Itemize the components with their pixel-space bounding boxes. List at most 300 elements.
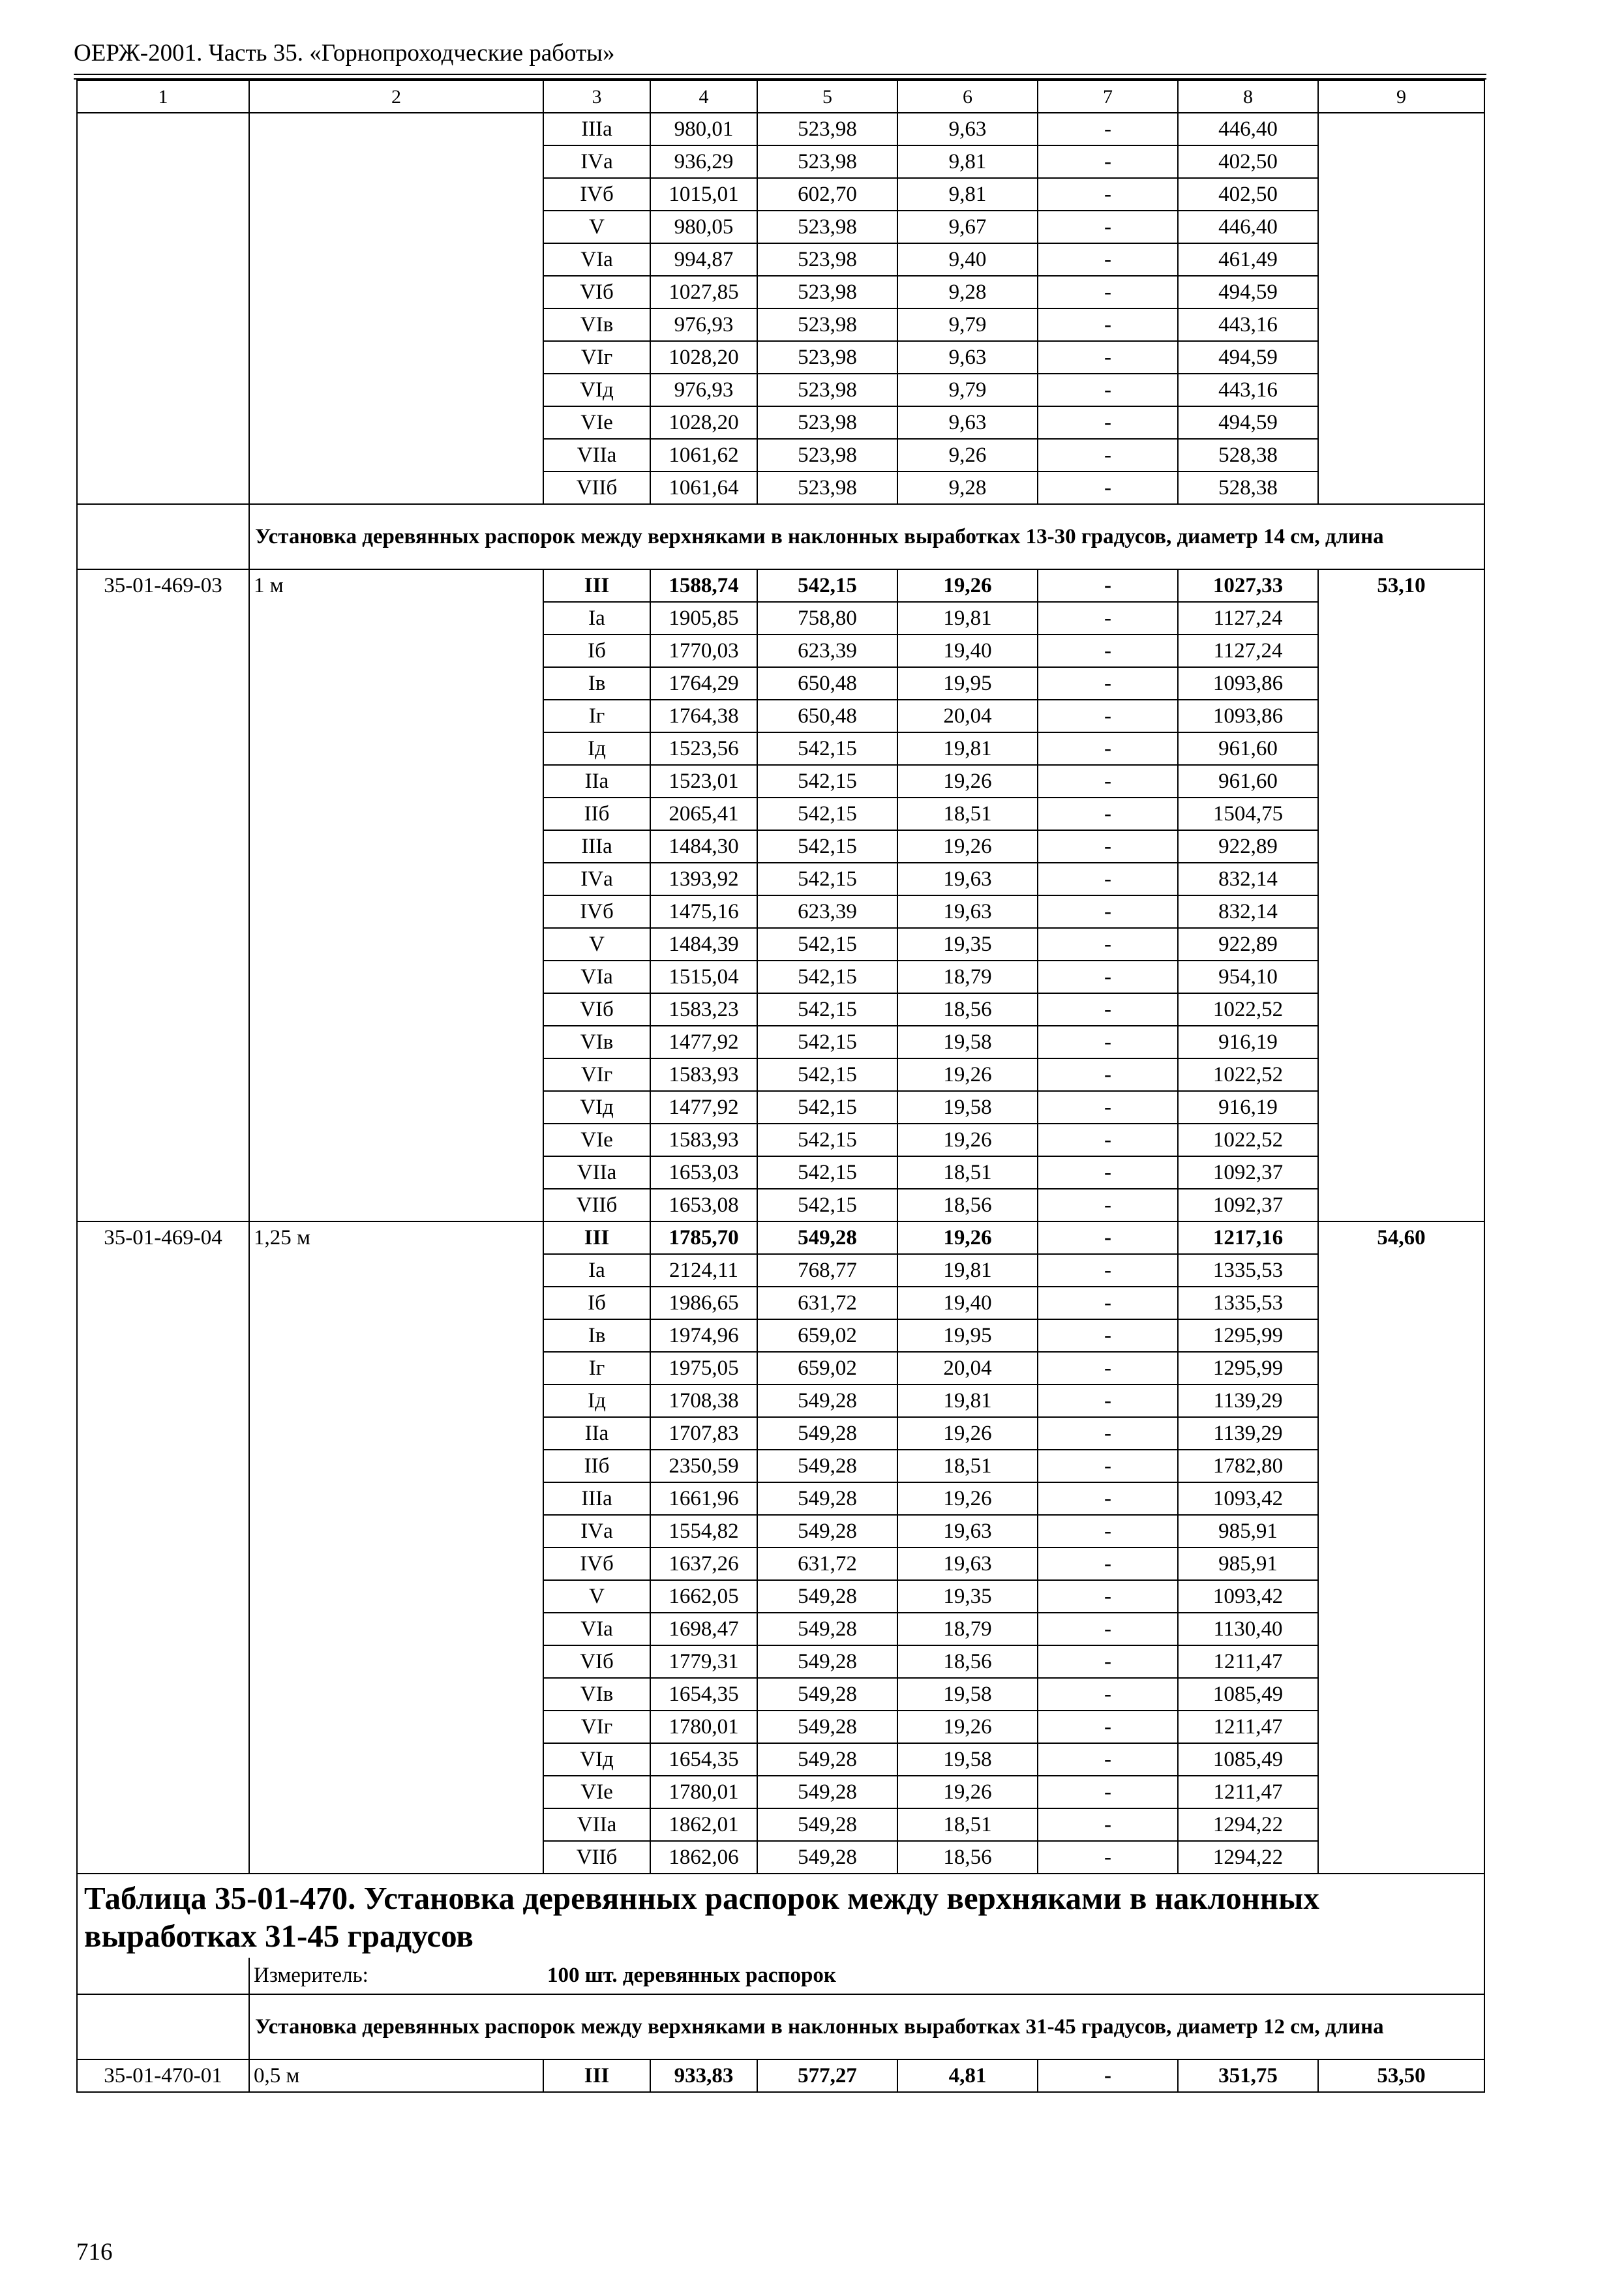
- direct-cost-cell: 1523,56: [650, 732, 757, 765]
- material-cost-cell: 832,14: [1178, 895, 1318, 928]
- rock-category-cell: IVб: [543, 178, 650, 211]
- wage-cell: 542,15: [757, 569, 897, 602]
- machine-cost-cell: 19,26: [897, 1482, 1038, 1515]
- machine-cost-cell: 9,28: [897, 276, 1038, 308]
- rock-category-cell: V: [543, 928, 650, 961]
- machine-cost-cell: 9,26: [897, 439, 1038, 471]
- column-number: 6: [897, 80, 1038, 113]
- machine-cost-cell: 19,81: [897, 602, 1038, 635]
- machine-cost-cell: 19,63: [897, 1548, 1038, 1580]
- rock-category-cell: VIд: [543, 374, 650, 406]
- driver-wage-cell: -: [1038, 993, 1178, 1026]
- wage-cell: 542,15: [757, 863, 897, 895]
- rock-category-cell: IIб: [543, 1450, 650, 1482]
- wage-cell: 549,28: [757, 1808, 897, 1841]
- wage-cell: 542,15: [757, 798, 897, 830]
- blank-cell: [77, 504, 249, 569]
- rock-category-cell: Iа: [543, 602, 650, 635]
- material-cost-cell: 528,38: [1178, 439, 1318, 471]
- rock-category-cell: Iв: [543, 1319, 650, 1352]
- direct-cost-cell: 1764,29: [650, 667, 757, 700]
- direct-cost-cell: 1393,92: [650, 863, 757, 895]
- machine-cost-cell: 19,63: [897, 1515, 1038, 1548]
- wage-cell: 523,98: [757, 471, 897, 504]
- material-cost-cell: 1093,42: [1178, 1482, 1318, 1515]
- machine-cost-cell: 18,51: [897, 1450, 1038, 1482]
- rock-category-cell: IVб: [543, 895, 650, 928]
- driver-wage-cell: -: [1038, 961, 1178, 993]
- driver-wage-cell: -: [1038, 211, 1178, 243]
- machine-cost-cell: 9,67: [897, 211, 1038, 243]
- driver-wage-cell: -: [1038, 798, 1178, 830]
- material-cost-cell: 961,60: [1178, 765, 1318, 798]
- driver-wage-cell: -: [1038, 1808, 1178, 1841]
- direct-cost-cell: 1764,38: [650, 700, 757, 732]
- machine-cost-cell: 20,04: [897, 1352, 1038, 1384]
- material-cost-cell: 1085,49: [1178, 1743, 1318, 1776]
- wage-cell: 523,98: [757, 308, 897, 341]
- direct-cost-cell: 1477,92: [650, 1091, 757, 1124]
- table-title-row: [77, 1874, 1484, 1958]
- direct-cost-cell: 1654,35: [650, 1678, 757, 1711]
- material-cost-cell: 1335,53: [1178, 1254, 1318, 1287]
- wage-cell: 523,98: [757, 145, 897, 178]
- driver-wage-cell: -: [1038, 1091, 1178, 1124]
- machine-cost-cell: 19,95: [897, 667, 1038, 700]
- driver-wage-cell: -: [1038, 830, 1178, 863]
- driver-wage-cell: -: [1038, 1319, 1178, 1352]
- rock-category-cell: Iв: [543, 667, 650, 700]
- wage-cell: 542,15: [757, 830, 897, 863]
- material-cost-cell: 1139,29: [1178, 1384, 1318, 1417]
- rates-table: [76, 80, 1485, 2093]
- machine-cost-cell: 19,63: [897, 863, 1038, 895]
- wage-cell: 549,28: [757, 1450, 897, 1482]
- table-row: [77, 1221, 1484, 1254]
- machine-cost-cell: 18,56: [897, 1189, 1038, 1221]
- driver-wage-cell: -: [1038, 1645, 1178, 1678]
- measure-row: [77, 1958, 1484, 1994]
- rock-category-cell: VIIб: [543, 471, 650, 504]
- wage-cell: 631,72: [757, 1548, 897, 1580]
- table-row: [77, 569, 1484, 602]
- material-cost-cell: 1211,47: [1178, 1645, 1318, 1678]
- rock-category-cell: Iг: [543, 1352, 650, 1384]
- rock-category-cell: VIб: [543, 993, 650, 1026]
- machine-cost-cell: 19,58: [897, 1743, 1038, 1776]
- machine-cost-cell: 19,95: [897, 1319, 1038, 1352]
- material-cost-cell: 528,38: [1178, 471, 1318, 504]
- direct-cost-cell: 1515,04: [650, 961, 757, 993]
- machine-cost-cell: 19,26: [897, 1711, 1038, 1743]
- direct-cost-cell: 1654,35: [650, 1743, 757, 1776]
- column-number-row: [77, 80, 1484, 113]
- wage-cell: 523,98: [757, 374, 897, 406]
- page-number: 716: [76, 2239, 113, 2266]
- direct-cost-cell: 1975,05: [650, 1352, 757, 1384]
- driver-wage-cell: -: [1038, 276, 1178, 308]
- wage-cell: 549,28: [757, 1221, 897, 1254]
- machine-cost-cell: 19,26: [897, 1221, 1038, 1254]
- direct-cost-cell: 1061,64: [650, 471, 757, 504]
- column-number: 9: [1318, 80, 1484, 113]
- material-cost-cell: 1211,47: [1178, 1776, 1318, 1808]
- material-cost-cell: 1294,22: [1178, 1808, 1318, 1841]
- driver-wage-cell: -: [1038, 145, 1178, 178]
- direct-cost-cell: 1028,20: [650, 406, 757, 439]
- section-description: Установка деревянных распорок между верхняками в наклонных выработках 31-45 градусов, диаметр 12 см, длина: [249, 1994, 1484, 2059]
- direct-cost-cell: 1588,74: [650, 569, 757, 602]
- machine-cost-cell: 9,81: [897, 178, 1038, 211]
- machine-cost-cell: 19,35: [897, 928, 1038, 961]
- rock-category-cell: VIг: [543, 1711, 650, 1743]
- machine-cost-cell: 18,51: [897, 1808, 1038, 1841]
- material-cost-cell: 446,40: [1178, 113, 1318, 145]
- rock-category-cell: VIе: [543, 406, 650, 439]
- wage-cell: 623,39: [757, 895, 897, 928]
- rock-category-cell: IIа: [543, 1417, 650, 1450]
- direct-cost-cell: 1779,31: [650, 1645, 757, 1678]
- machine-cost-cell: 19,81: [897, 1384, 1038, 1417]
- driver-wage-cell: -: [1038, 732, 1178, 765]
- driver-wage-cell: -: [1038, 1189, 1178, 1221]
- machine-cost-cell: 18,79: [897, 1613, 1038, 1645]
- table-row: [77, 2059, 1484, 2092]
- material-cost-cell: 494,59: [1178, 406, 1318, 439]
- rock-category-cell: IIIа: [543, 113, 650, 145]
- labor-cell: 53,50: [1318, 2059, 1484, 2092]
- rock-category-cell: VIв: [543, 308, 650, 341]
- machine-cost-cell: 19,26: [897, 1776, 1038, 1808]
- driver-wage-cell: -: [1038, 700, 1178, 732]
- wage-cell: 542,15: [757, 1124, 897, 1156]
- driver-wage-cell: -: [1038, 1417, 1178, 1450]
- machine-cost-cell: 18,56: [897, 993, 1038, 1026]
- wage-cell: 542,15: [757, 1189, 897, 1221]
- material-cost-cell: 916,19: [1178, 1091, 1318, 1124]
- direct-cost-cell: 1770,03: [650, 635, 757, 667]
- direct-cost-cell: 936,29: [650, 145, 757, 178]
- rock-category-cell: IIIа: [543, 830, 650, 863]
- direct-cost-cell: 1523,01: [650, 765, 757, 798]
- driver-wage-cell: -: [1038, 667, 1178, 700]
- column-number: 7: [1038, 80, 1178, 113]
- material-cost-cell: 1130,40: [1178, 1613, 1318, 1645]
- rock-category-cell: VIд: [543, 1091, 650, 1124]
- table-title: Таблица 35-01-470. Установка деревянных распорок между верхняками в наклонных выработках 31-45 градусов: [77, 1874, 1484, 1958]
- wage-cell: 542,15: [757, 928, 897, 961]
- direct-cost-cell: 1661,96: [650, 1482, 757, 1515]
- section-description-row: [77, 504, 1484, 569]
- wage-cell: 577,27: [757, 2059, 897, 2092]
- wage-cell: 523,98: [757, 113, 897, 145]
- material-cost-cell: 1027,33: [1178, 569, 1318, 602]
- material-cost-cell: 1335,53: [1178, 1287, 1318, 1319]
- length-cell: 0,5 м: [249, 2059, 543, 2092]
- rock-category-cell: IVа: [543, 145, 650, 178]
- column-number: 8: [1178, 80, 1318, 113]
- machine-cost-cell: 19,26: [897, 765, 1038, 798]
- rock-category-cell: VIIа: [543, 1808, 650, 1841]
- machine-cost-cell: 19,58: [897, 1091, 1038, 1124]
- length-cell: [249, 113, 543, 504]
- driver-wage-cell: -: [1038, 439, 1178, 471]
- direct-cost-cell: 1028,20: [650, 341, 757, 374]
- section-description-row: [77, 1994, 1484, 2059]
- driver-wage-cell: -: [1038, 602, 1178, 635]
- material-cost-cell: 402,50: [1178, 178, 1318, 211]
- rock-category-cell: VIе: [543, 1124, 650, 1156]
- material-cost-cell: 1217,16: [1178, 1221, 1318, 1254]
- rock-category-cell: VIе: [543, 1776, 650, 1808]
- wage-cell: 542,15: [757, 1026, 897, 1058]
- rock-category-cell: Iд: [543, 732, 650, 765]
- wage-cell: 542,15: [757, 993, 897, 1026]
- direct-cost-cell: 976,93: [650, 308, 757, 341]
- code-cell: 35-01-470-01: [77, 2059, 249, 2092]
- direct-cost-cell: 1698,47: [650, 1613, 757, 1645]
- direct-cost-cell: 2350,59: [650, 1450, 757, 1482]
- wage-cell: 523,98: [757, 439, 897, 471]
- wage-cell: 549,28: [757, 1515, 897, 1548]
- rock-category-cell: VIд: [543, 1743, 650, 1776]
- material-cost-cell: 961,60: [1178, 732, 1318, 765]
- direct-cost-cell: 2124,11: [650, 1254, 757, 1287]
- machine-cost-cell: 18,79: [897, 961, 1038, 993]
- material-cost-cell: 351,75: [1178, 2059, 1318, 2092]
- wage-cell: 623,39: [757, 635, 897, 667]
- material-cost-cell: 1127,24: [1178, 635, 1318, 667]
- driver-wage-cell: -: [1038, 1058, 1178, 1091]
- material-cost-cell: 1022,52: [1178, 1058, 1318, 1091]
- driver-wage-cell: -: [1038, 471, 1178, 504]
- wage-cell: 542,15: [757, 1058, 897, 1091]
- wage-cell: 768,77: [757, 1254, 897, 1287]
- column-number: 3: [543, 80, 650, 113]
- wage-cell: 523,98: [757, 406, 897, 439]
- wage-cell: 602,70: [757, 178, 897, 211]
- material-cost-cell: 494,59: [1178, 276, 1318, 308]
- wage-cell: 549,28: [757, 1580, 897, 1613]
- table-row: [77, 113, 1484, 145]
- wage-cell: 631,72: [757, 1287, 897, 1319]
- wage-cell: 549,28: [757, 1613, 897, 1645]
- length-cell: 1 м: [249, 569, 543, 1221]
- direct-cost-cell: 994,87: [650, 243, 757, 276]
- machine-cost-cell: 9,81: [897, 145, 1038, 178]
- rock-category-cell: VIа: [543, 1613, 650, 1645]
- machine-cost-cell: 9,63: [897, 406, 1038, 439]
- rock-category-cell: VIб: [543, 1645, 650, 1678]
- driver-wage-cell: -: [1038, 308, 1178, 341]
- material-cost-cell: 832,14: [1178, 863, 1318, 895]
- driver-wage-cell: -: [1038, 635, 1178, 667]
- wage-cell: 523,98: [757, 211, 897, 243]
- driver-wage-cell: -: [1038, 1580, 1178, 1613]
- wage-cell: 549,28: [757, 1776, 897, 1808]
- material-cost-cell: 1294,22: [1178, 1841, 1318, 1874]
- direct-cost-cell: 1785,70: [650, 1221, 757, 1254]
- direct-cost-cell: 1015,01: [650, 178, 757, 211]
- wage-cell: 758,80: [757, 602, 897, 635]
- rock-category-cell: VIа: [543, 243, 650, 276]
- code-cell: [77, 113, 249, 504]
- driver-wage-cell: -: [1038, 1711, 1178, 1743]
- wage-cell: 523,98: [757, 243, 897, 276]
- measure-label: Измеритель:: [249, 1958, 543, 1994]
- driver-wage-cell: -: [1038, 1254, 1178, 1287]
- driver-wage-cell: -: [1038, 1156, 1178, 1189]
- material-cost-cell: 1211,47: [1178, 1711, 1318, 1743]
- driver-wage-cell: -: [1038, 1548, 1178, 1580]
- rates-table-body: [77, 80, 1484, 2092]
- rock-category-cell: IVа: [543, 863, 650, 895]
- code-cell: 35-01-469-03: [77, 569, 249, 1221]
- direct-cost-cell: 1862,01: [650, 1808, 757, 1841]
- material-cost-cell: 443,16: [1178, 308, 1318, 341]
- direct-cost-cell: 1707,83: [650, 1417, 757, 1450]
- machine-cost-cell: 9,40: [897, 243, 1038, 276]
- machine-cost-cell: 18,51: [897, 798, 1038, 830]
- rock-category-cell: Iб: [543, 1287, 650, 1319]
- wage-cell: 542,15: [757, 1091, 897, 1124]
- material-cost-cell: 1127,24: [1178, 602, 1318, 635]
- material-cost-cell: 402,50: [1178, 145, 1318, 178]
- column-number: 4: [650, 80, 757, 113]
- wage-cell: 650,48: [757, 700, 897, 732]
- direct-cost-cell: 980,01: [650, 113, 757, 145]
- labor-cell: [1318, 113, 1484, 504]
- rock-category-cell: IIб: [543, 798, 650, 830]
- direct-cost-cell: 980,05: [650, 211, 757, 243]
- labor-cell: 53,10: [1318, 569, 1484, 1221]
- material-cost-cell: 922,89: [1178, 928, 1318, 961]
- wage-cell: 523,98: [757, 341, 897, 374]
- material-cost-cell: 916,19: [1178, 1026, 1318, 1058]
- direct-cost-cell: 1477,92: [650, 1026, 757, 1058]
- material-cost-cell: 443,16: [1178, 374, 1318, 406]
- machine-cost-cell: 19,26: [897, 1417, 1038, 1450]
- rock-category-cell: VIг: [543, 341, 650, 374]
- wage-cell: 523,98: [757, 276, 897, 308]
- rock-category-cell: Iа: [543, 1254, 650, 1287]
- wage-cell: 549,28: [757, 1384, 897, 1417]
- rock-category-cell: VIIа: [543, 1156, 650, 1189]
- direct-cost-cell: 1905,85: [650, 602, 757, 635]
- driver-wage-cell: -: [1038, 243, 1178, 276]
- wage-cell: 542,15: [757, 961, 897, 993]
- machine-cost-cell: 19,26: [897, 1058, 1038, 1091]
- driver-wage-cell: -: [1038, 1482, 1178, 1515]
- machine-cost-cell: 19,58: [897, 1678, 1038, 1711]
- code-cell: 35-01-469-04: [77, 1221, 249, 1874]
- rock-category-cell: IIIа: [543, 1482, 650, 1515]
- material-cost-cell: 494,59: [1178, 341, 1318, 374]
- direct-cost-cell: 1862,06: [650, 1841, 757, 1874]
- machine-cost-cell: 19,81: [897, 732, 1038, 765]
- direct-cost-cell: 1986,65: [650, 1287, 757, 1319]
- driver-wage-cell: -: [1038, 765, 1178, 798]
- rock-category-cell: Iг: [543, 700, 650, 732]
- material-cost-cell: 1022,52: [1178, 993, 1318, 1026]
- direct-cost-cell: 1027,85: [650, 276, 757, 308]
- rock-category-cell: IIа: [543, 765, 650, 798]
- section-description: Установка деревянных распорок между верхняками в наклонных выработках 13-30 градусов, диаметр 14 см, длина: [249, 504, 1484, 569]
- direct-cost-cell: 1061,62: [650, 439, 757, 471]
- wage-cell: 549,28: [757, 1841, 897, 1874]
- direct-cost-cell: 1583,23: [650, 993, 757, 1026]
- direct-cost-cell: 1780,01: [650, 1776, 757, 1808]
- machine-cost-cell: 9,28: [897, 471, 1038, 504]
- direct-cost-cell: 1708,38: [650, 1384, 757, 1417]
- driver-wage-cell: -: [1038, 178, 1178, 211]
- driver-wage-cell: -: [1038, 928, 1178, 961]
- rock-category-cell: VIIб: [543, 1189, 650, 1221]
- rock-category-cell: Iб: [543, 635, 650, 667]
- rock-category-cell: V: [543, 211, 650, 243]
- labor-cell: 54,60: [1318, 1221, 1484, 1874]
- material-cost-cell: 954,10: [1178, 961, 1318, 993]
- material-cost-cell: 1139,29: [1178, 1417, 1318, 1450]
- machine-cost-cell: 9,79: [897, 308, 1038, 341]
- driver-wage-cell: -: [1038, 1743, 1178, 1776]
- material-cost-cell: 1085,49: [1178, 1678, 1318, 1711]
- machine-cost-cell: 9,79: [897, 374, 1038, 406]
- machine-cost-cell: 18,56: [897, 1645, 1038, 1678]
- wage-cell: 549,28: [757, 1645, 897, 1678]
- driver-wage-cell: -: [1038, 113, 1178, 145]
- driver-wage-cell: -: [1038, 1841, 1178, 1874]
- machine-cost-cell: 19,35: [897, 1580, 1038, 1613]
- material-cost-cell: 461,49: [1178, 243, 1318, 276]
- driver-wage-cell: -: [1038, 895, 1178, 928]
- rock-category-cell: VIв: [543, 1026, 650, 1058]
- driver-wage-cell: -: [1038, 1026, 1178, 1058]
- material-cost-cell: 1092,37: [1178, 1156, 1318, 1189]
- rock-category-cell: III: [543, 1221, 650, 1254]
- driver-wage-cell: -: [1038, 406, 1178, 439]
- driver-wage-cell: -: [1038, 1776, 1178, 1808]
- material-cost-cell: 1504,75: [1178, 798, 1318, 830]
- page-header-title: ОЕРЖ-2001. Часть 35. «Горнопроходческие работы»: [74, 40, 615, 67]
- wage-cell: 549,28: [757, 1711, 897, 1743]
- column-number: 2: [249, 80, 543, 113]
- direct-cost-cell: 1780,01: [650, 1711, 757, 1743]
- wage-cell: 542,15: [757, 1156, 897, 1189]
- direct-cost-cell: 933,83: [650, 2059, 757, 2092]
- rock-category-cell: VIг: [543, 1058, 650, 1091]
- direct-cost-cell: 1583,93: [650, 1124, 757, 1156]
- driver-wage-cell: -: [1038, 1678, 1178, 1711]
- material-cost-cell: 985,91: [1178, 1548, 1318, 1580]
- driver-wage-cell: -: [1038, 1515, 1178, 1548]
- wage-cell: 542,15: [757, 765, 897, 798]
- direct-cost-cell: 976,93: [650, 374, 757, 406]
- machine-cost-cell: 9,63: [897, 113, 1038, 145]
- measure-value: 100 шт. деревянных распорок: [543, 1958, 1484, 1994]
- driver-wage-cell: -: [1038, 863, 1178, 895]
- driver-wage-cell: -: [1038, 341, 1178, 374]
- wage-cell: 549,28: [757, 1678, 897, 1711]
- blank-cell: [77, 1994, 249, 2059]
- machine-cost-cell: 19,81: [897, 1254, 1038, 1287]
- rock-category-cell: IVа: [543, 1515, 650, 1548]
- material-cost-cell: 985,91: [1178, 1515, 1318, 1548]
- wage-cell: 549,28: [757, 1417, 897, 1450]
- material-cost-cell: 922,89: [1178, 830, 1318, 863]
- wage-cell: 650,48: [757, 667, 897, 700]
- machine-cost-cell: 19,40: [897, 635, 1038, 667]
